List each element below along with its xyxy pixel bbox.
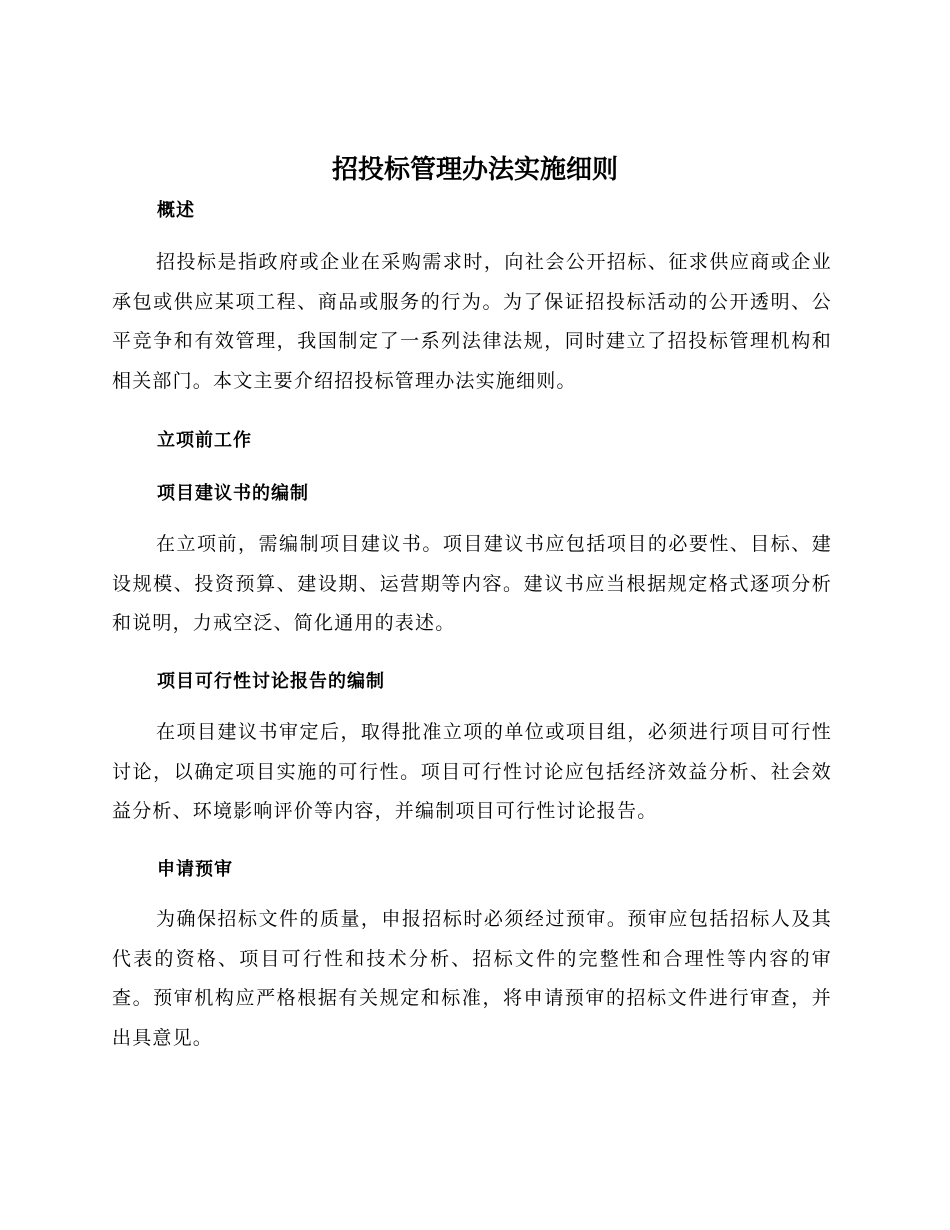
document-title: 招投标管理办法实施细则	[331, 155, 618, 185]
section-heading-feasibility: 项目可行性讨论报告的编制	[157, 671, 385, 692]
paragraph-overview: 招投标是指政府或企业在采购需求时，向社会公开招标、征求供应商或企业承包或供应某项工程、商品或服务的行为。为了保证招投标活动的公开透明、公平竞争和有效管理，我国制定了一系列法律法规，同时建立了招投标管理机构和相关部门。本文主要介绍招投标管理办法实施细则。	[112, 251, 832, 392]
section-heading-proposal: 项目建议书的编制	[157, 483, 309, 504]
section-heading-pre-review: 申请预审	[157, 859, 233, 880]
section-heading-pre-project: 立项前工作	[157, 430, 252, 451]
paragraph-proposal: 在立项前，需编制项目建议书。项目建议书应包括项目的必要性、目标、建设规模、投资预算、建设期、运营期等内容。建议书应当根据规定格式逐项分析和说明，力戒空泛、简化通用的表述。	[112, 533, 832, 634]
section-heading-overview: 概述	[157, 200, 195, 221]
paragraph-pre-review: 为确保招标文件的质量，申报招标时必须经过预审。预审应包括招标人及其代表的资格、项目可行性和技术分析、招标文件的完整性和合理性等内容的审查。预审机构应严格根据有关规定和标准，将申请预审的招标文件进行审查，并出具意见。	[112, 908, 832, 1049]
paragraph-feasibility: 在项目建议书审定后，取得批准立项的单位或项目组，必须进行项目可行性讨论，以确定项目实施的可行性。项目可行性讨论应包括经济效益分析、社会效益分析、环境影响评价等内容，并编制项目可行性讨论报告。	[112, 721, 832, 822]
